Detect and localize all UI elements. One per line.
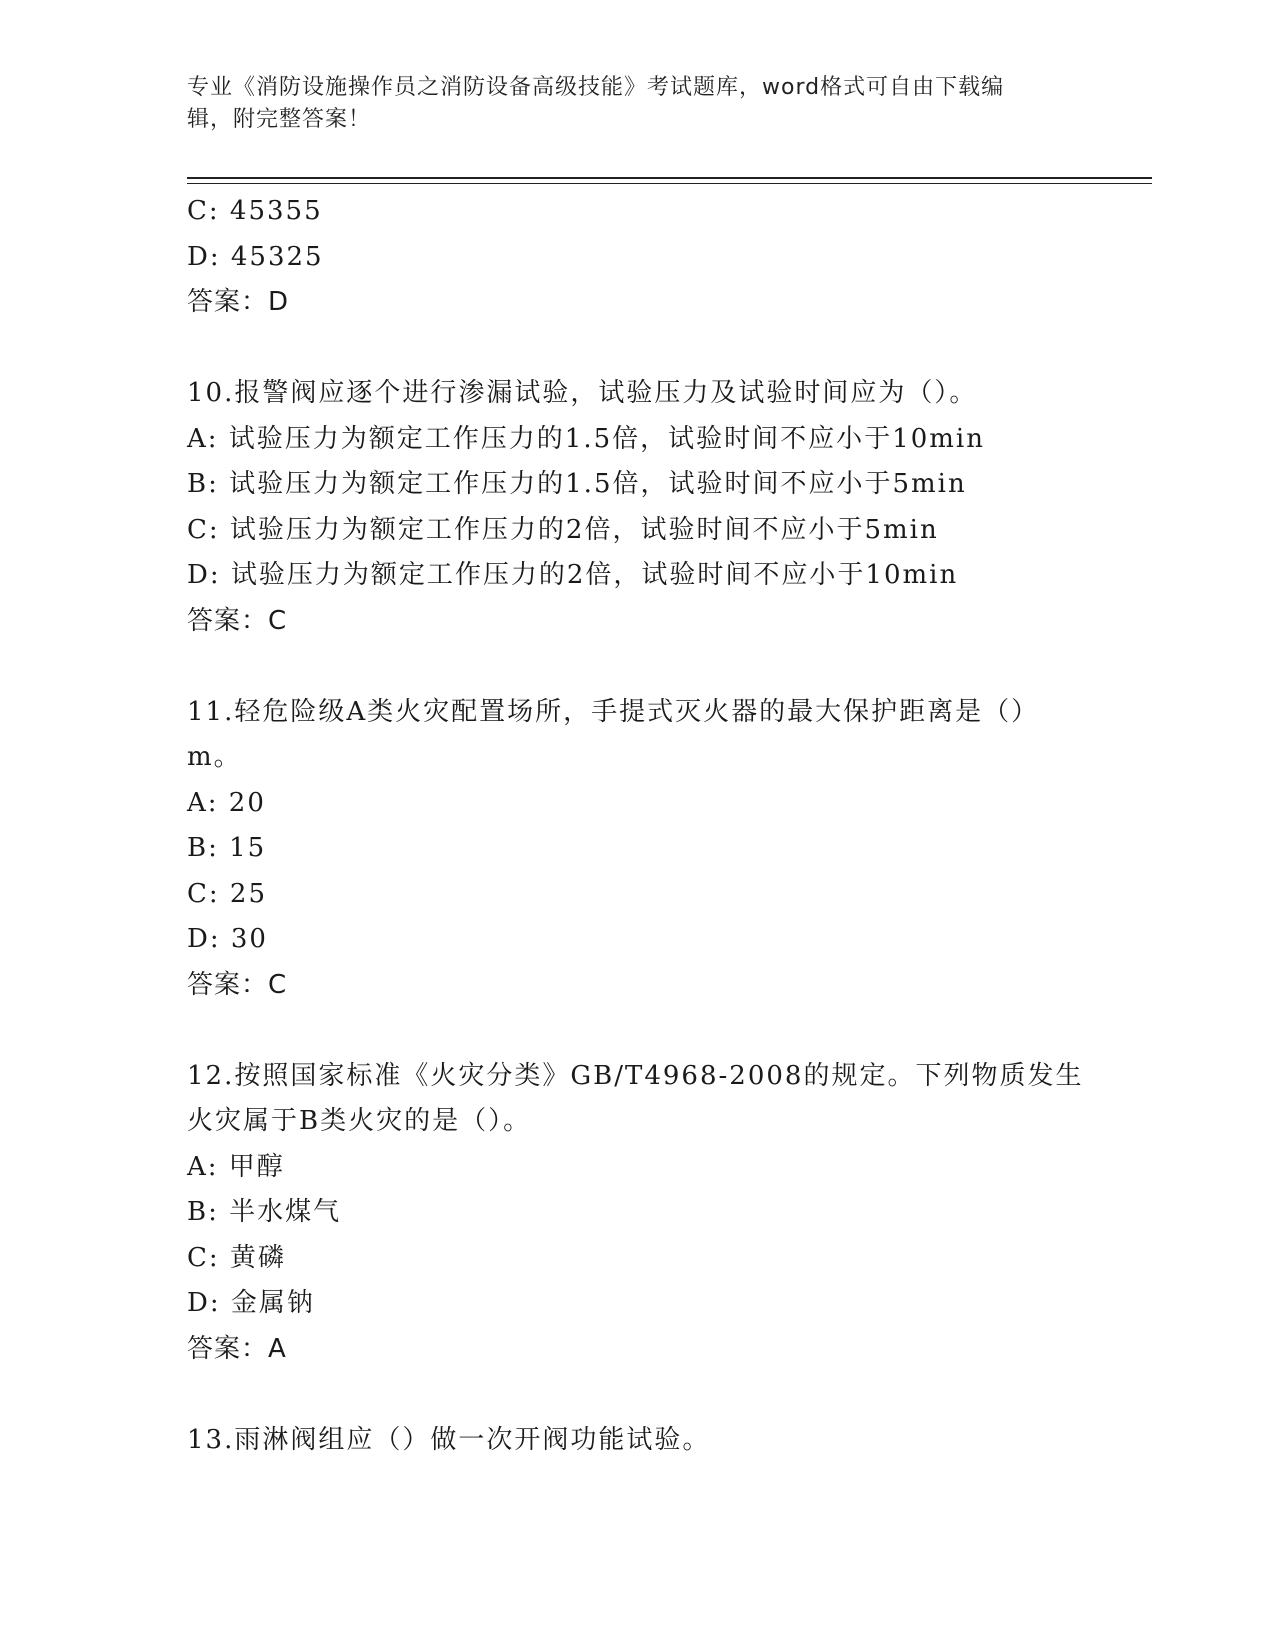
spacer [187,644,1067,690]
question-11 [187,690,1067,1009]
question-13 [187,1418,1067,1464]
answer-label: 答案：A [187,1333,287,1364]
option-d: D: 试验压力为额定工作压力的2倍，试验时间不应小于10min [187,560,959,590]
question-text: 12.按照国家标准《火灾分类》GB/T4968-2008的规定。下列物质发生 [187,1060,1084,1091]
header-line-1: 专业《消防设施操作员之消防设备高级技能》考试题库，word格式可自由下载编 [187,75,1005,100]
option-c: C: 45355 [187,196,323,226]
header-rule-thick [187,177,1152,179]
question-text-continued: m。 [187,742,242,772]
option-b: B: 半水煤气 [187,1197,342,1227]
option-a: A: 甲醇 [187,1151,285,1182]
option-d: D: 30 [187,924,268,954]
question-text-continued: 火灾属于B类火灾的是（）。 [187,1106,532,1136]
page-header [187,72,1067,136]
question-9-partial [187,189,1067,326]
answer-label: 答案：C [187,605,288,636]
option-c: C: 黄磷 [187,1242,286,1273]
option-b: B: 15 [187,833,267,863]
question-text: 11.轻危险级A类火灾配置场所，手提式灭火器的最大保护距离是（） [187,696,1040,727]
header-rule-thin [187,183,1152,184]
answer-label: 答案：D [187,287,290,317]
option-d: D: 金属钠 [187,1288,315,1318]
spacer [187,1372,1067,1418]
option-c: C: 试验压力为额定工作压力的2倍，试验时间不应小于5min [187,514,939,545]
answer-label: 答案：C [187,969,288,1000]
question-12 [187,1054,1084,1373]
option-a: A: 20 [187,787,266,818]
spacer [187,326,1067,372]
question-10 [187,371,1067,644]
option-b: B: 试验压力为额定工作压力的1.5倍，试验时间不应小于5min [187,469,967,499]
question-text: 13.雨淋阀组应（）做一次开阀功能试验。 [187,1424,711,1455]
question-text: 10.报警阀应逐个进行渗漏试验，试验压力及试验时间应为（）。 [187,378,978,408]
question-list [187,189,1084,1463]
option-a: A: 试验压力为额定工作压力的1.5倍，试验时间不应小于10min [187,423,985,454]
option-c: C: 25 [187,878,268,909]
spacer [187,1008,1067,1054]
header-line-2: 辑，附完整答案！ [187,107,372,132]
option-d: D: 45325 [187,241,324,272]
